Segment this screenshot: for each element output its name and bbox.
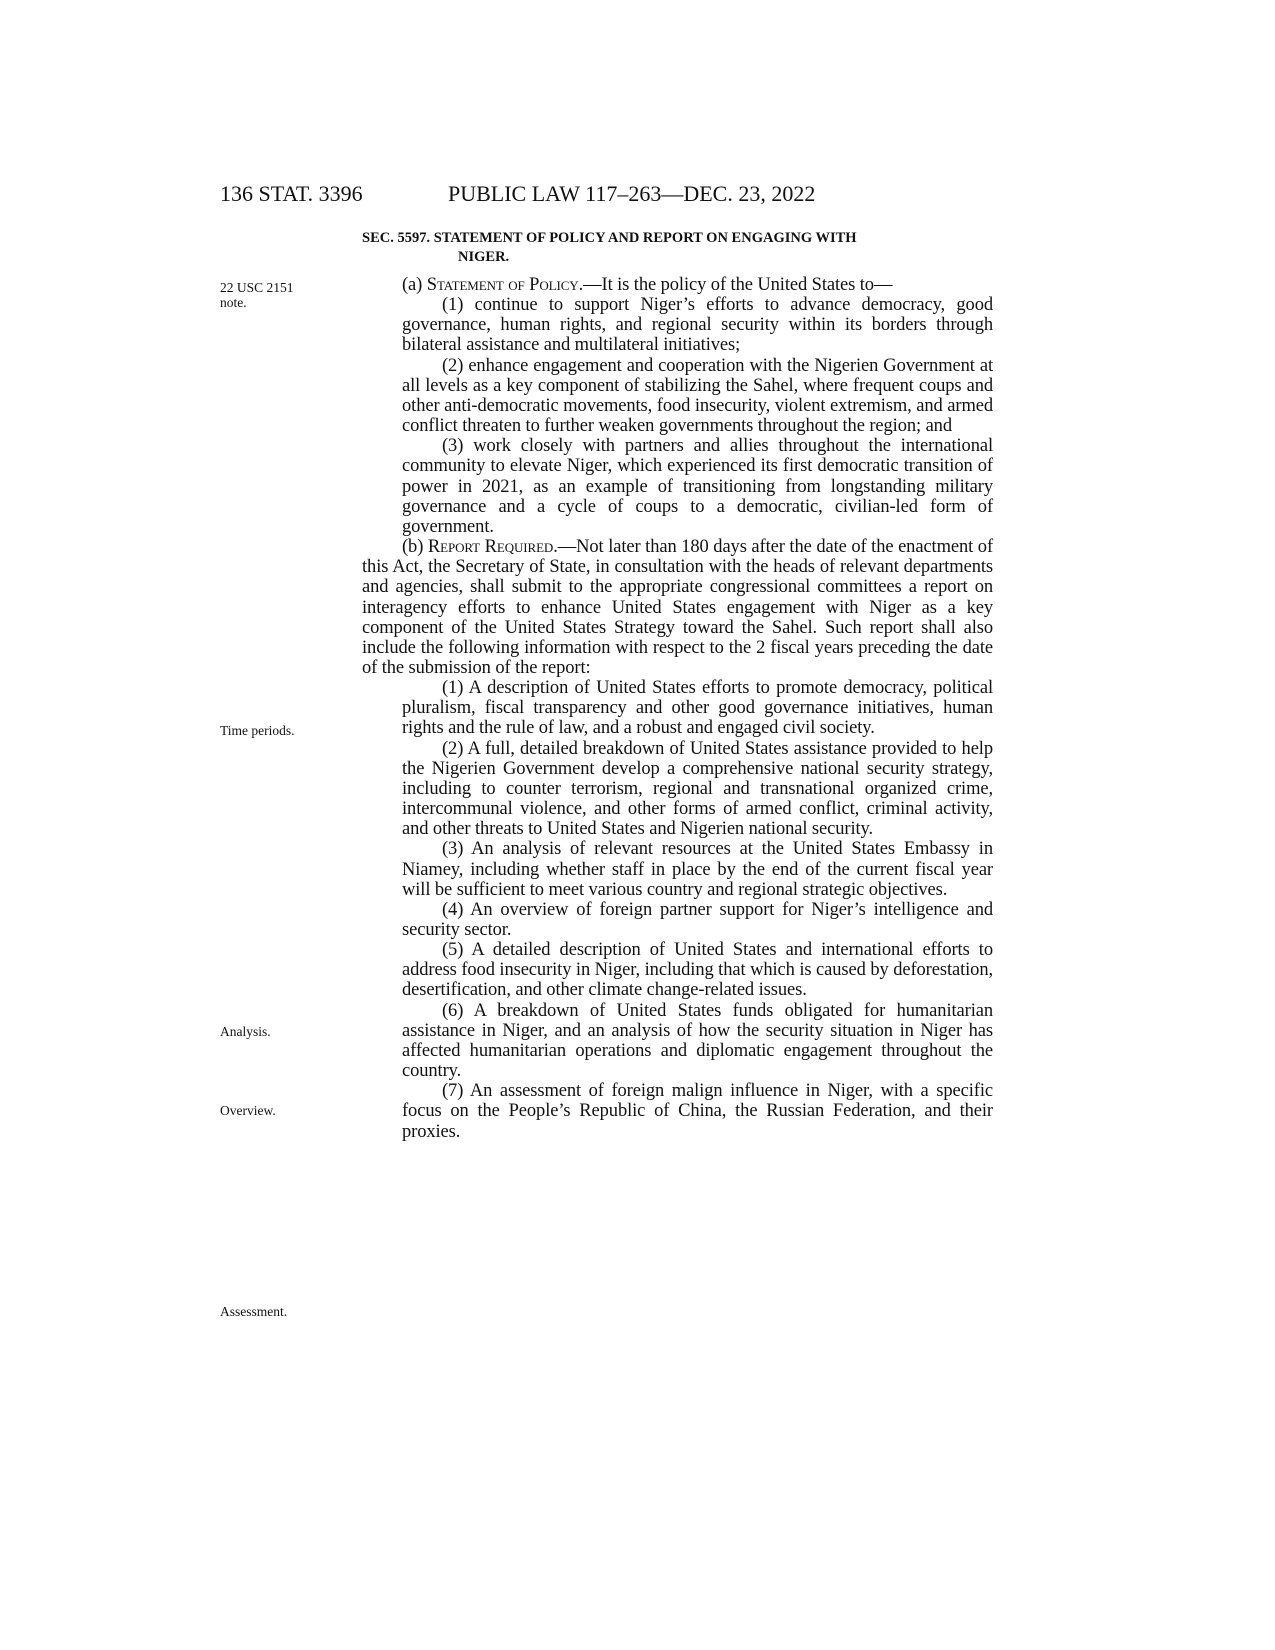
report-item: (2) A full, detailed breakdown of United States assistance provided to help the Nigerien Government develop a comprehensive national security strategy, including to counter terrorism, regional and transnational organized crime, intercommunal violence, and other forms of armed conflict, criminal activity, and other threats to United States and Nigerien national security. [402, 738, 993, 840]
report-item: (1) A description of United States efforts to promote democracy, political pluralism, fiscal transparency and other good governance initiatives, human rights and the rule of law, and a robust and engaged civil society. [402, 678, 993, 739]
running-head: PUBLIC LAW 117–263—DEC. 23, 2022 [448, 181, 816, 206]
report-item: (7) An assessment of foreign malign influence in Niger, with a specific focus on the People’s Republic of China, the Russian Federation, and their proxies. [402, 1081, 993, 1142]
section-heading-line2: NIGER. [458, 249, 510, 265]
subsection-a-heading: Statement of Policy [426, 275, 579, 295]
margin-note-overview: Overview. [220, 1103, 276, 1118]
subsection-a [362, 275, 993, 295]
subsection-b-text: .—Not later than 180 days after the date of the enactment of this Act, the Secretary of State, in consultation with the heads of relevant departments and agencies, shall submit to the appropriate congressional committees a report on interagency efforts to enhance United States engagement with Niger as a key component of the United States Strategy toward the Sahel. Such report shall also include the following information with respect to the 2 fiscal years preceding the date of the submission of the report: [362, 537, 994, 678]
policy-item: (2) enhance engagement and cooperation with the Nigerien Government at all levels as a key component of stabilizing the Sahel, where frequent coups and other anti-democratic movements, food insecurity, violent extremism, and armed conflict threaten to further weaken governments throughout the region; and [402, 355, 993, 437]
margin-note-usc: 22 USC 2151 [220, 280, 294, 295]
subsection-b [362, 537, 993, 678]
subsection-b-label: (b) [402, 537, 428, 558]
margin-note-time-periods: Time periods. [220, 723, 295, 738]
page-number: 136 STAT. 3396 [220, 181, 363, 206]
report-item: (3) An analysis of relevant resources at the United States Embassy in Niamey, including whether staff in place by the end of the current fiscal year will be sufficient to meet various country and regional strategic objectives. [402, 839, 993, 900]
margin-note-usc-note: note. [220, 295, 247, 310]
report-item: (6) A breakdown of United States funds obligated for humanitarian assistance in Niger, and an analysis of how the security situation in Niger has affected humanitarian operations and diplomatic engagement throughout the country. [402, 1000, 993, 1082]
subsection-b-heading: Report Required [427, 537, 554, 558]
policy-item: (3) work closely with partners and allies throughout the international community to elevate Niger, which experienced its first democratic transition of power in 2021, as an example of transitioning from longstanding military governance and a cycle of coups to a democratic, civilian-led form of government. [402, 436, 993, 537]
report-item: (4) An overview of foreign partner support for Niger’s intelligence and security sector. [402, 899, 993, 940]
margin-note-analysis: Analysis. [220, 1024, 271, 1039]
subsection-a-text: .—It is the policy of the United States to— [578, 275, 893, 295]
policy-item: (1) continue to support Niger’s efforts to advance democracy, good governance, human rights, and regional security within its borders through bilateral assistance and multilateral initiatives; [402, 295, 993, 356]
section-heading [362, 229, 994, 267]
report-item: (5) A detailed description of United States and international efforts to address food insecurity in Niger, including that which is caused by deforestation, desertification, and other climate change-related issues. [402, 940, 993, 1001]
section-heading-line1: SEC. 5597. STATEMENT OF POLICY AND REPORT ON ENGAGING WITH [362, 230, 857, 246]
section-body [362, 275, 993, 1142]
margin-note-assessment: Assessment. [220, 1304, 288, 1319]
subsection-a-label: (a) [402, 275, 427, 295]
